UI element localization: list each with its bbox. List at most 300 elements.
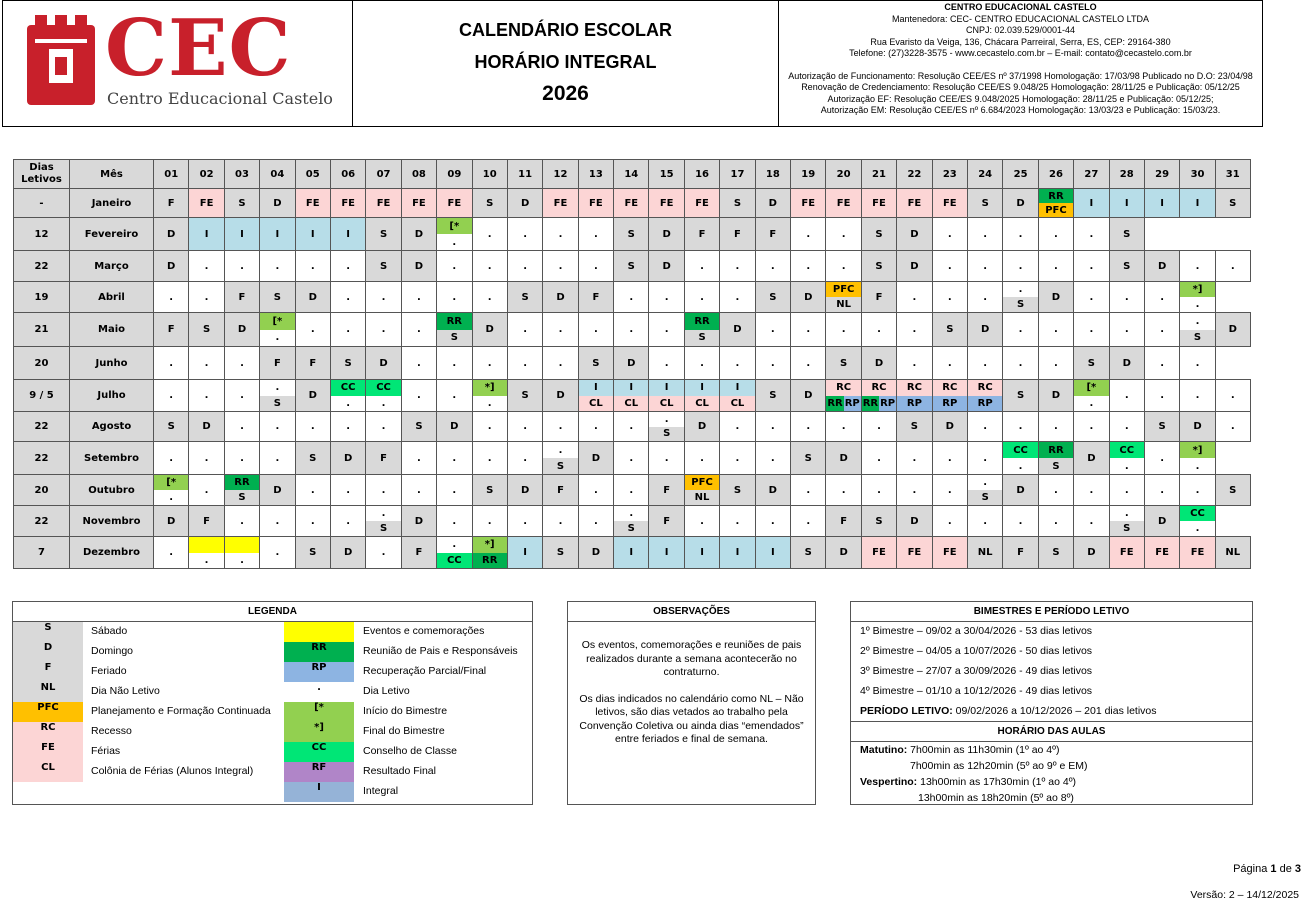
day-cell: S bbox=[1074, 347, 1109, 380]
day-cell: FE bbox=[1109, 537, 1144, 569]
day-cell: D bbox=[1180, 412, 1215, 442]
bimester-line: 1º Bimestre – 09/02 a 30/04/2026 - 53 dias letivos bbox=[860, 625, 1093, 637]
day-cell: . bbox=[791, 251, 826, 282]
day-cell: D bbox=[755, 475, 790, 506]
day-cell: . bbox=[720, 506, 755, 537]
day-cell: FE bbox=[861, 189, 896, 218]
day-cell: . bbox=[1074, 412, 1109, 442]
day-cell-bottom: . bbox=[1195, 523, 1200, 534]
day-cell: S bbox=[932, 313, 967, 347]
day-cell: . bbox=[861, 442, 896, 475]
vespertino-time-2: 13h00min as 18h20min (5º ao 8º) bbox=[918, 792, 1074, 804]
day-cell: D bbox=[684, 412, 719, 442]
day-cell-top: CC bbox=[366, 380, 400, 396]
day-cell-top bbox=[225, 537, 259, 553]
day-cell: . bbox=[614, 412, 649, 442]
month-name: Setembro bbox=[70, 442, 154, 475]
day-cell: F bbox=[684, 218, 719, 251]
day-cell: S bbox=[755, 282, 790, 313]
day-cell-stack bbox=[1003, 282, 1037, 312]
periodo-value: 09/02/2026 a 10/12/2026 – 201 dias letivos bbox=[952, 705, 1157, 717]
day-cell: . bbox=[720, 282, 755, 313]
legend-label: Domingo bbox=[91, 645, 134, 657]
day-cell-split bbox=[684, 313, 719, 347]
day-cell: S bbox=[1109, 218, 1144, 251]
month-name: Outubro bbox=[70, 475, 154, 506]
day-cell: . bbox=[154, 537, 189, 569]
day-cell: . bbox=[1215, 380, 1250, 412]
empty-cell bbox=[1215, 218, 1250, 251]
day-cell: D bbox=[791, 282, 826, 313]
day-cell: . bbox=[189, 282, 224, 313]
header-day: 16 bbox=[684, 160, 719, 189]
header-day: 20 bbox=[826, 160, 861, 189]
day-cell: D bbox=[154, 506, 189, 537]
day-cell: F bbox=[295, 347, 330, 380]
day-cell-top: RR bbox=[437, 313, 471, 330]
day-cell: S bbox=[472, 475, 507, 506]
day-cell: . bbox=[1038, 475, 1073, 506]
day-cell-split bbox=[967, 380, 1002, 412]
day-cell: . bbox=[755, 347, 790, 380]
day-cell: D bbox=[260, 189, 295, 218]
day-cell: . bbox=[1038, 412, 1073, 442]
day-cell: . bbox=[507, 218, 542, 251]
day-cell: . bbox=[472, 251, 507, 282]
day-cell: D bbox=[366, 347, 401, 380]
observations-p2: Os dias indicados no calendário como NL – Não letivos, são dias vetados ao trabalho pela Convenção Coletiva ou ainda dias “emendados” entre feriados e final de semana. bbox=[579, 692, 804, 745]
day-cell-bottom: S bbox=[649, 427, 683, 442]
day-cell: D bbox=[260, 475, 295, 506]
day-cell: . bbox=[154, 282, 189, 313]
day-cell-top: . bbox=[1018, 284, 1023, 295]
day-cell-stack bbox=[1003, 442, 1037, 474]
observations-p1: Os eventos, comemorações e reuniões de pais realizados durante a semana acontecerão no contraturno. bbox=[581, 639, 802, 678]
day-cell: . bbox=[437, 380, 472, 412]
day-cell-split bbox=[1109, 442, 1144, 475]
day-cell: I bbox=[649, 537, 684, 569]
day-cell-split bbox=[330, 380, 365, 412]
day-cell-bottom: S bbox=[1110, 521, 1144, 536]
day-cell: S bbox=[791, 442, 826, 475]
day-cell: . bbox=[543, 251, 578, 282]
day-cell-stack bbox=[579, 380, 613, 411]
day-cell: F bbox=[154, 189, 189, 218]
day-cell-top: PFC bbox=[685, 475, 719, 490]
dias-letivos-cell: 20 bbox=[14, 347, 70, 380]
day-cell-bottom: NL bbox=[826, 297, 860, 312]
bimesters-title: BIMESTRES E PERÍODO LETIVO bbox=[851, 602, 1252, 622]
day-cell: FE bbox=[614, 189, 649, 218]
header-day: 25 bbox=[1003, 160, 1038, 189]
header-day: 11 bbox=[507, 160, 542, 189]
day-cell: . bbox=[224, 251, 259, 282]
matutino-label: Matutino: bbox=[860, 744, 908, 756]
header-day: 05 bbox=[295, 160, 330, 189]
day-cell-top: . bbox=[381, 508, 386, 519]
day-cell: . bbox=[437, 251, 472, 282]
day-cell: . bbox=[578, 313, 613, 347]
day-cell: . bbox=[1144, 313, 1179, 347]
day-cell: . bbox=[472, 506, 507, 537]
month-row bbox=[14, 506, 1251, 537]
day-cell: S bbox=[826, 347, 861, 380]
day-cell: . bbox=[1180, 380, 1215, 412]
day-cell: D bbox=[401, 218, 436, 251]
day-cell: . bbox=[932, 506, 967, 537]
day-cell-bottom: CC bbox=[437, 553, 471, 569]
day-cell-stack bbox=[260, 380, 294, 411]
day-cell-top: RR bbox=[685, 313, 719, 330]
day-cell-stack bbox=[720, 380, 754, 411]
day-cell-bottom: . bbox=[169, 492, 174, 503]
day-cell: D bbox=[614, 347, 649, 380]
day-cell-stack bbox=[968, 475, 1002, 505]
day-cell-stack bbox=[473, 380, 507, 411]
day-cell-bottom: S bbox=[1003, 297, 1037, 312]
day-cell: . bbox=[932, 218, 967, 251]
day-cell-top: . bbox=[664, 413, 669, 425]
header-day: 14 bbox=[614, 160, 649, 189]
day-cell: D bbox=[897, 251, 932, 282]
header-day: 30 bbox=[1180, 160, 1215, 189]
day-cell: . bbox=[330, 412, 365, 442]
day-cell: . bbox=[684, 506, 719, 537]
day-cell: . bbox=[507, 412, 542, 442]
day-cell: FE bbox=[437, 189, 472, 218]
day-cell: F bbox=[578, 282, 613, 313]
observations-box bbox=[567, 601, 816, 805]
day-cell: D bbox=[401, 506, 436, 537]
day-cell: . bbox=[295, 475, 330, 506]
legend-label: Férias bbox=[91, 745, 121, 757]
day-cell: . bbox=[366, 412, 401, 442]
info-line: Renovação de Credenciamento: Resolução CEE/ES 9.048/25 Homologação: 28/11/25 e Publicação: 05/12/25 bbox=[801, 82, 1240, 92]
day-cell: D bbox=[437, 412, 472, 442]
header-day: 22 bbox=[897, 160, 932, 189]
day-cell-split bbox=[1180, 282, 1215, 313]
day-cell-top: RR bbox=[225, 475, 259, 490]
day-cell: D bbox=[932, 412, 967, 442]
document-header bbox=[2, 0, 1263, 127]
header-day: 24 bbox=[967, 160, 1002, 189]
day-cell-bottom: RP bbox=[897, 396, 931, 412]
day-cell: . bbox=[330, 282, 365, 313]
day-cell: . bbox=[366, 475, 401, 506]
day-cell: . bbox=[826, 218, 861, 251]
day-cell: D bbox=[543, 380, 578, 412]
day-cell: I bbox=[1109, 189, 1144, 218]
info-line: Autorização de Funcionamento: Resolução CEE/ES nº 37/1998 Homologação: 17/03/98 Publicado no D.O: 23/04/98 bbox=[788, 70, 1253, 81]
day-cell-bottom: . bbox=[1195, 299, 1200, 310]
day-cell-top: RC bbox=[826, 380, 860, 396]
day-cell: D bbox=[897, 506, 932, 537]
day-cell-stack bbox=[437, 313, 471, 346]
bimester-line: 4º Bimestre – 01/10 a 10/12/2026 - 49 dias letivos bbox=[860, 685, 1093, 697]
day-cell: . bbox=[1109, 475, 1144, 506]
day-cell: . bbox=[1109, 412, 1144, 442]
day-cell-split bbox=[684, 475, 719, 506]
day-cell-bottom: . bbox=[1195, 460, 1200, 472]
empty-cell bbox=[1144, 218, 1179, 251]
day-cell: S bbox=[614, 251, 649, 282]
day-cell: S bbox=[1215, 189, 1250, 218]
day-cell-bottom: RR bbox=[473, 553, 507, 569]
day-cell: I bbox=[684, 537, 719, 569]
day-cell: D bbox=[1215, 313, 1250, 347]
day-cell-split bbox=[472, 380, 507, 412]
day-cell: . bbox=[224, 412, 259, 442]
day-cell: . bbox=[189, 251, 224, 282]
day-cell-stack bbox=[685, 380, 719, 411]
day-cell: . bbox=[401, 347, 436, 380]
day-cell-top: . bbox=[629, 508, 634, 519]
day-cell: . bbox=[1003, 313, 1038, 347]
day-cell-top: . bbox=[1124, 508, 1129, 519]
day-cell-stack bbox=[543, 442, 577, 474]
page-prefix: Página bbox=[1233, 863, 1271, 875]
day-cell-top: *] bbox=[473, 537, 507, 553]
day-cell: . bbox=[1003, 251, 1038, 282]
matutino-line bbox=[860, 744, 1059, 756]
day-cell: FE bbox=[897, 189, 932, 218]
month-name: Agosto bbox=[70, 412, 154, 442]
day-cell-split bbox=[1180, 442, 1215, 475]
vespertino-label: Vespertino: bbox=[860, 776, 918, 788]
month-name: Fevereiro bbox=[70, 218, 154, 251]
day-cell-split bbox=[437, 313, 472, 347]
header-dias-letivos bbox=[14, 160, 70, 189]
day-cell-bottom: . bbox=[1124, 460, 1129, 472]
legend-label: Recuperação Parcial/Final bbox=[363, 665, 487, 677]
legend-code: *] bbox=[284, 722, 354, 742]
month-name: Dezembro bbox=[70, 537, 154, 569]
day-cell: . bbox=[614, 475, 649, 506]
dias-letivos-cell: 9 / 5 bbox=[14, 380, 70, 412]
day-cell: . bbox=[578, 218, 613, 251]
day-cell: . bbox=[1074, 506, 1109, 537]
empty-cell bbox=[1215, 282, 1250, 313]
day-cell: S bbox=[791, 537, 826, 569]
day-cell: . bbox=[720, 251, 755, 282]
day-cell: I bbox=[507, 537, 542, 569]
day-cell-top: PFC bbox=[826, 282, 860, 297]
day-cell-top: CC bbox=[1003, 442, 1037, 458]
day-cell: S bbox=[295, 442, 330, 475]
day-cell: D bbox=[507, 475, 542, 506]
legend-code: S bbox=[13, 622, 83, 642]
day-cell: . bbox=[472, 442, 507, 475]
day-cell: . bbox=[1038, 506, 1073, 537]
day-cell: . bbox=[154, 442, 189, 475]
day-cell: D bbox=[1144, 251, 1179, 282]
info-line: CNPJ: 02.039.529/0001-44 bbox=[965, 25, 1076, 35]
day-cell: . bbox=[154, 347, 189, 380]
day-cell-top: . bbox=[275, 382, 280, 394]
day-cell-stack bbox=[862, 380, 896, 411]
day-cell: . bbox=[967, 218, 1002, 251]
vespertino-line bbox=[860, 776, 1076, 788]
day-cell: . bbox=[967, 251, 1002, 282]
day-cell: . bbox=[366, 282, 401, 313]
day-cell: D bbox=[330, 537, 365, 569]
day-cell-split bbox=[260, 313, 295, 347]
day-cell-bottom: S bbox=[225, 490, 259, 505]
day-cell: S bbox=[401, 412, 436, 442]
day-cell-top: . bbox=[558, 444, 563, 456]
day-cell: F bbox=[649, 475, 684, 506]
day-cell-bottom: . bbox=[346, 397, 351, 409]
day-cell-split bbox=[224, 475, 259, 506]
day-cell-split bbox=[543, 442, 578, 475]
month-row bbox=[14, 442, 1251, 475]
day-cell-stack bbox=[1180, 313, 1214, 346]
header-day: 29 bbox=[1144, 160, 1179, 189]
day-cell-stack bbox=[897, 380, 931, 411]
bimesters-box bbox=[850, 601, 1253, 805]
legend-label: Colônia de Férias (Alunos Integral) bbox=[91, 765, 254, 777]
day-cell: I bbox=[224, 218, 259, 251]
day-cell: . bbox=[1180, 347, 1215, 380]
day-cell-bottom: . bbox=[381, 397, 386, 409]
day-cell: S bbox=[1144, 412, 1179, 442]
legend-code: RP bbox=[284, 662, 354, 682]
day-cell: S bbox=[366, 218, 401, 251]
day-cell: . bbox=[614, 282, 649, 313]
day-cell-top: [* bbox=[154, 475, 188, 490]
day-cell: . bbox=[437, 475, 472, 506]
day-cell: S bbox=[720, 189, 755, 218]
matutino-time-1: 7h00min as 11h30min (1º ao 4º) bbox=[907, 744, 1060, 756]
day-cell-bottom: RP bbox=[933, 396, 967, 412]
day-cell: . bbox=[1144, 380, 1179, 412]
day-cell-split bbox=[967, 475, 1002, 506]
day-cell: I bbox=[720, 537, 755, 569]
day-cell: . bbox=[1215, 251, 1250, 282]
day-cell: FE bbox=[189, 189, 224, 218]
day-cell: . bbox=[755, 313, 790, 347]
day-cell-top: RC bbox=[933, 380, 967, 396]
page-mid: de bbox=[1276, 863, 1295, 875]
day-cell: . bbox=[932, 251, 967, 282]
dias-letivos-cell: 22 bbox=[14, 442, 70, 475]
day-cell-top: [* bbox=[260, 313, 294, 330]
empty-cell bbox=[1215, 506, 1250, 537]
day-cell: . bbox=[861, 412, 896, 442]
day-cell-top: . bbox=[983, 477, 988, 488]
day-cell-split bbox=[1038, 442, 1073, 475]
dias-letivos-cell: 19 bbox=[14, 282, 70, 313]
header-day: 08 bbox=[401, 160, 436, 189]
day-cell-bottom: . bbox=[452, 236, 457, 248]
day-cell: . bbox=[578, 506, 613, 537]
day-cell: I bbox=[330, 218, 365, 251]
day-cell: . bbox=[684, 251, 719, 282]
legend-label: Final do Bimestre bbox=[363, 725, 445, 737]
legend-title: LEGENDA bbox=[13, 602, 532, 622]
day-cell: . bbox=[437, 506, 472, 537]
day-cell-top: I bbox=[649, 380, 683, 396]
day-cell: . bbox=[401, 313, 436, 347]
legend-label: Eventos e comemorações bbox=[363, 625, 485, 637]
legend-code: RC bbox=[13, 722, 83, 742]
day-cell: I bbox=[614, 537, 649, 569]
calendar-header-row bbox=[14, 160, 1251, 189]
day-cell: . bbox=[295, 251, 330, 282]
day-cell-top: *] bbox=[1180, 282, 1214, 297]
legend-label: Resultado Final bbox=[363, 765, 436, 777]
day-cell: . bbox=[295, 412, 330, 442]
day-cell: . bbox=[437, 347, 472, 380]
day-cell: . bbox=[1038, 218, 1073, 251]
day-cell: D bbox=[1003, 189, 1038, 218]
day-cell: F bbox=[755, 218, 790, 251]
day-cell: . bbox=[543, 412, 578, 442]
day-cell: . bbox=[1003, 218, 1038, 251]
day-cell: S bbox=[578, 347, 613, 380]
day-cell: . bbox=[967, 347, 1002, 380]
day-cell: . bbox=[295, 313, 330, 347]
month-row bbox=[14, 475, 1251, 506]
day-cell-bottom: . bbox=[1018, 460, 1023, 472]
day-cell: D bbox=[154, 251, 189, 282]
legend-label: Conselho de Classe bbox=[363, 745, 457, 757]
day-cell-split bbox=[1038, 189, 1073, 218]
day-cell-split bbox=[224, 537, 259, 569]
institution-name: CENTRO EDUCACIONAL CASTELO bbox=[944, 2, 1097, 12]
day-cell: . bbox=[684, 282, 719, 313]
day-cell: S bbox=[154, 412, 189, 442]
day-cell-split bbox=[1003, 442, 1038, 475]
day-cell: D bbox=[826, 537, 861, 569]
day-cell: D bbox=[1109, 347, 1144, 380]
day-cell: D bbox=[826, 442, 861, 475]
day-cell: FE bbox=[330, 189, 365, 218]
day-cell: S bbox=[861, 218, 896, 251]
header-day: 26 bbox=[1038, 160, 1073, 189]
day-cell-top: I bbox=[685, 380, 719, 396]
day-cell: D bbox=[649, 251, 684, 282]
header-mes: Mês bbox=[70, 160, 154, 189]
day-cell-bottom: CL bbox=[579, 396, 613, 412]
day-cell: F bbox=[189, 506, 224, 537]
header-day: 23 bbox=[932, 160, 967, 189]
day-cell: S bbox=[614, 218, 649, 251]
info-line: Mantenedora: CEC- CENTRO EDUCACIONAL CASTELO LTDA bbox=[891, 13, 1150, 24]
day-cell-part: RP bbox=[879, 396, 896, 412]
day-cell-part: RR bbox=[826, 396, 843, 412]
periodo-letivo bbox=[860, 705, 1157, 717]
day-cell: D bbox=[649, 218, 684, 251]
day-cell: . bbox=[472, 282, 507, 313]
horario-title: HORÁRIO DAS AULAS bbox=[851, 721, 1252, 742]
day-cell: F bbox=[401, 537, 436, 569]
day-cell: S bbox=[189, 313, 224, 347]
legend-label: Integral bbox=[363, 785, 399, 797]
legend-code: D bbox=[13, 642, 83, 662]
day-cell: . bbox=[507, 347, 542, 380]
day-cell-stack bbox=[473, 537, 507, 568]
day-cell: . bbox=[507, 313, 542, 347]
day-cell: FE bbox=[401, 189, 436, 218]
day-cell-bottom: S bbox=[543, 458, 577, 474]
day-cell-stack bbox=[685, 313, 719, 346]
day-cell-split bbox=[649, 380, 684, 412]
day-cell: . bbox=[543, 506, 578, 537]
day-cell: D bbox=[1038, 282, 1073, 313]
day-cell: . bbox=[401, 380, 436, 412]
schedule-title: HORÁRIO INTEGRAL bbox=[474, 52, 657, 72]
